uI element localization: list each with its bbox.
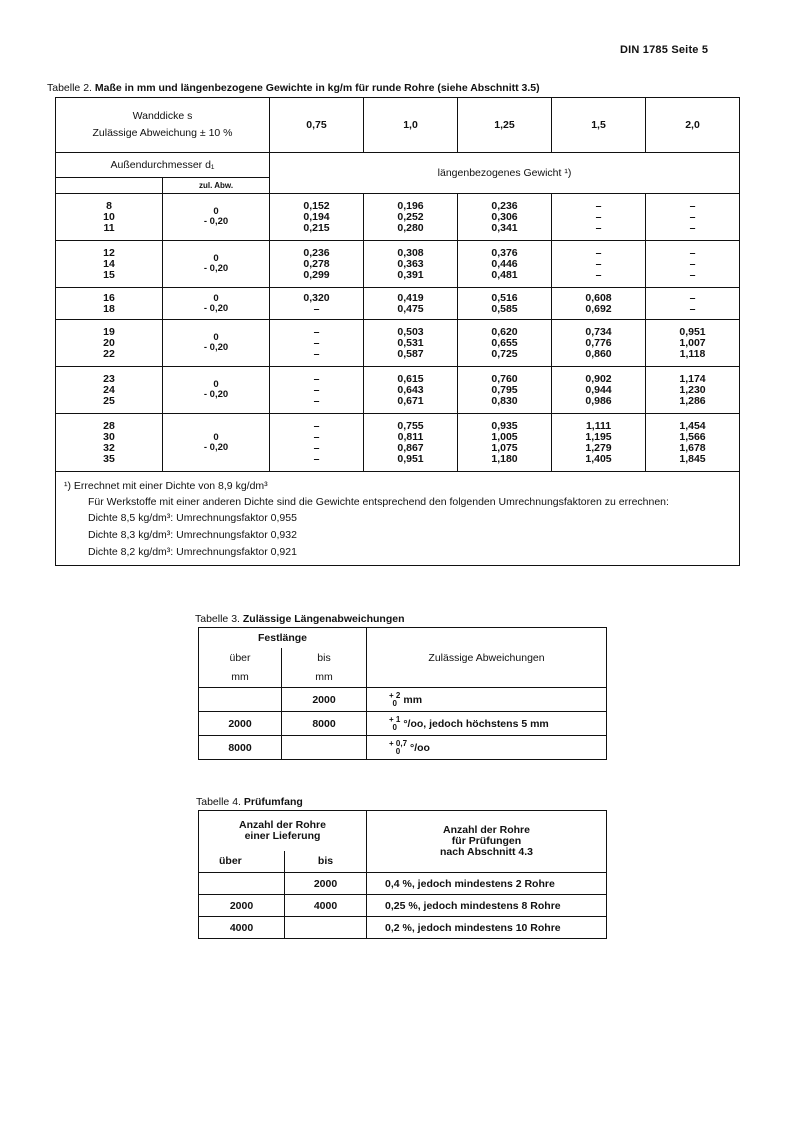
wall-value: 0,75 <box>270 98 364 153</box>
weight-cell: 0,236 0,306 0,341 <box>458 194 552 241</box>
wall-value: 2,0 <box>646 98 740 153</box>
test-count-header: Anzahl der Rohre für Prüfungen nach Abschnitt 4.3 <box>367 811 607 873</box>
wall-tolerance: Zulässige Abweichung ± 10 % <box>92 127 233 139</box>
weight-cell: 0,760 0,795 0,830 <box>458 367 552 414</box>
wall-value: 1,5 <box>552 98 646 153</box>
weight-cell: 0,236 0,278 0,299 <box>270 241 364 288</box>
weight-cell: 0,503 0,531 0,587 <box>364 320 458 367</box>
weight-cell: 1,174 1,230 1,286 <box>646 367 740 414</box>
bis-cell: 2000 <box>285 873 367 895</box>
delivery-count-header: Anzahl der Rohre einer Lieferung <box>199 811 367 851</box>
weight-cell: 0,516 0,585 <box>458 288 552 320</box>
footnote-line: ¹) Errechnet mit einer Dichte von 8,9 kg/dm³ <box>64 480 268 492</box>
ueber-cell: 8000 <box>199 736 282 760</box>
weight-cell: 1,111 1,195 1,279 1,405 <box>552 414 646 472</box>
test-count-cell: 0,2 %, jedoch mindestens 10 Rohre <box>367 917 607 939</box>
table2-caption-title: Maße in mm und längenbezogene Gewichte in kg/m für runde Rohre (siehe Abschnitt 3.5) <box>94 82 540 94</box>
weight-cell: – – – <box>552 194 646 241</box>
table4-caption-label: Tabelle 4. <box>196 796 241 808</box>
test-count-cell: 0,25 %, jedoch mindestens 8 Rohre <box>367 895 607 917</box>
tolerance-cell: 0 - 0,20 <box>163 194 270 241</box>
weight-cell: 0,620 0,655 0,725 <box>458 320 552 367</box>
weight-cell: 0,755 0,811 0,867 0,951 <box>364 414 458 472</box>
wall-label: Wanddicke s <box>132 110 193 122</box>
weight-cell: 0,152 0,194 0,215 <box>270 194 364 241</box>
tolerance-subheader: zul. Abw. <box>163 178 270 194</box>
diameter-cell: 12 14 15 <box>56 241 163 288</box>
ueber-cell <box>199 688 282 712</box>
bis-cell: 2000 <box>282 688 367 712</box>
weight-cell: 0,196 0,252 0,280 <box>364 194 458 241</box>
weight-cell: – – – <box>270 367 364 414</box>
diameter-cell: 23 24 25 <box>56 367 163 414</box>
deviation-cell: + 0,7 0 °/oo <box>367 736 607 760</box>
table-row <box>56 367 740 414</box>
bis-cell: 8000 <box>282 712 367 736</box>
weight-cell: 0,935 1,005 1,075 1,180 <box>458 414 552 472</box>
wall-thickness-header <box>56 98 270 153</box>
table3 <box>198 627 607 760</box>
table-row <box>56 288 740 320</box>
bis-cell <box>282 736 367 760</box>
allowed-deviation-header: Zulässige Abweichungen <box>367 628 607 688</box>
diameter-cell: 8 10 11 <box>56 194 163 241</box>
weight-cell: – – – <box>646 194 740 241</box>
table-row <box>56 241 740 288</box>
footnote-line: Dichte 8,3 kg/dm³: Umrechnungsfaktor 0,932 <box>88 529 297 541</box>
table-row <box>199 712 607 736</box>
weight-cell: – – – <box>552 241 646 288</box>
diameter-cell: 28 30 32 35 <box>56 414 163 472</box>
weight-cell: – – – <box>646 241 740 288</box>
ueber-cell: 4000 <box>199 917 285 939</box>
table3-caption-label: Tabelle 3. <box>195 613 240 625</box>
tolerance-cell: 0 - 0,20 <box>163 367 270 414</box>
table-row <box>56 320 740 367</box>
weight-cell: – – <box>646 288 740 320</box>
weight-cell: 0,951 1,007 1,118 <box>646 320 740 367</box>
festlaenge-header: Festlänge <box>199 628 367 648</box>
tolerance-cell: 0 - 0,20 <box>163 288 270 320</box>
footnote-line: Dichte 8,2 kg/dm³: Umrechnungsfaktor 0,921 <box>88 546 297 558</box>
ueber-cell: 2000 <box>199 895 285 917</box>
test-count-cell: 0,4 %, jedoch mindestens 2 Rohre <box>367 873 607 895</box>
ueber-header: über <box>199 648 282 668</box>
deviation-cell: + 1 0 °/oo, jedoch höchstens 5 mm <box>367 712 607 736</box>
weight-cell: 0,902 0,944 0,986 <box>552 367 646 414</box>
table2-caption-label: Tabelle 2. <box>47 82 92 94</box>
weight-header: längenbezogenes Gewicht ¹) <box>270 153 740 194</box>
table4-caption-title: Prüfumfang <box>243 796 303 808</box>
table4 <box>198 810 607 939</box>
table3-caption <box>195 613 405 625</box>
weight-cell: 0,320 – <box>270 288 364 320</box>
tolerance-cell: 0 - 0,20 <box>163 241 270 288</box>
table-row <box>199 688 607 712</box>
outer-diameter-header: Außendurchmesser d₁ <box>56 153 270 178</box>
ueber-cell <box>199 873 285 895</box>
wall-value: 1,0 <box>364 98 458 153</box>
table4-caption <box>196 796 303 808</box>
weight-cell: 0,376 0,446 0,481 <box>458 241 552 288</box>
table2-caption <box>47 82 540 94</box>
footnote-line: Dichte 8,5 kg/dm³: Umrechnungsfaktor 0,955 <box>88 512 297 524</box>
table-row <box>56 194 740 241</box>
table2 <box>55 97 740 566</box>
weight-cell: 0,419 0,475 <box>364 288 458 320</box>
ueber-cell: 2000 <box>199 712 282 736</box>
unit-header: mm <box>199 668 282 688</box>
weight-cell: – – – – <box>270 414 364 472</box>
table3-caption-title: Zulässige Längenabweichungen <box>242 613 405 625</box>
table-row <box>199 917 607 939</box>
table2-footnote <box>56 472 740 566</box>
unit-header: mm <box>282 668 367 688</box>
weight-cell: – – – <box>270 320 364 367</box>
weight-cell: 0,615 0,643 0,671 <box>364 367 458 414</box>
weight-cell: 1,454 1,566 1,678 1,845 <box>646 414 740 472</box>
tolerance-cell: 0 - 0,20 <box>163 414 270 472</box>
table-row <box>199 895 607 917</box>
diameter-subheader <box>56 178 163 194</box>
bis-header: bis <box>282 648 367 668</box>
wall-value: 1,25 <box>458 98 552 153</box>
bis-cell: 4000 <box>285 895 367 917</box>
table-row <box>199 873 607 895</box>
table-row <box>199 736 607 760</box>
bis-cell <box>285 917 367 939</box>
page-header: DIN 1785 Seite 5 <box>620 44 709 56</box>
bis-header: bis <box>285 851 367 873</box>
footnote-line: Für Werkstoffe mit einer anderen Dichte sind die Gewichte entsprechend den folgenden Umrechnungsfaktoren zu errechnen: <box>88 496 669 508</box>
diameter-cell: 16 18 <box>56 288 163 320</box>
ueber-header: über <box>199 851 285 873</box>
diameter-cell: 19 20 22 <box>56 320 163 367</box>
weight-cell: 0,308 0,363 0,391 <box>364 241 458 288</box>
deviation-cell: + 2 0 mm <box>367 688 607 712</box>
tolerance-cell: 0 - 0,20 <box>163 320 270 367</box>
table-row <box>56 414 740 472</box>
weight-cell: 0,608 0,692 <box>552 288 646 320</box>
weight-cell: 0,734 0,776 0,860 <box>552 320 646 367</box>
